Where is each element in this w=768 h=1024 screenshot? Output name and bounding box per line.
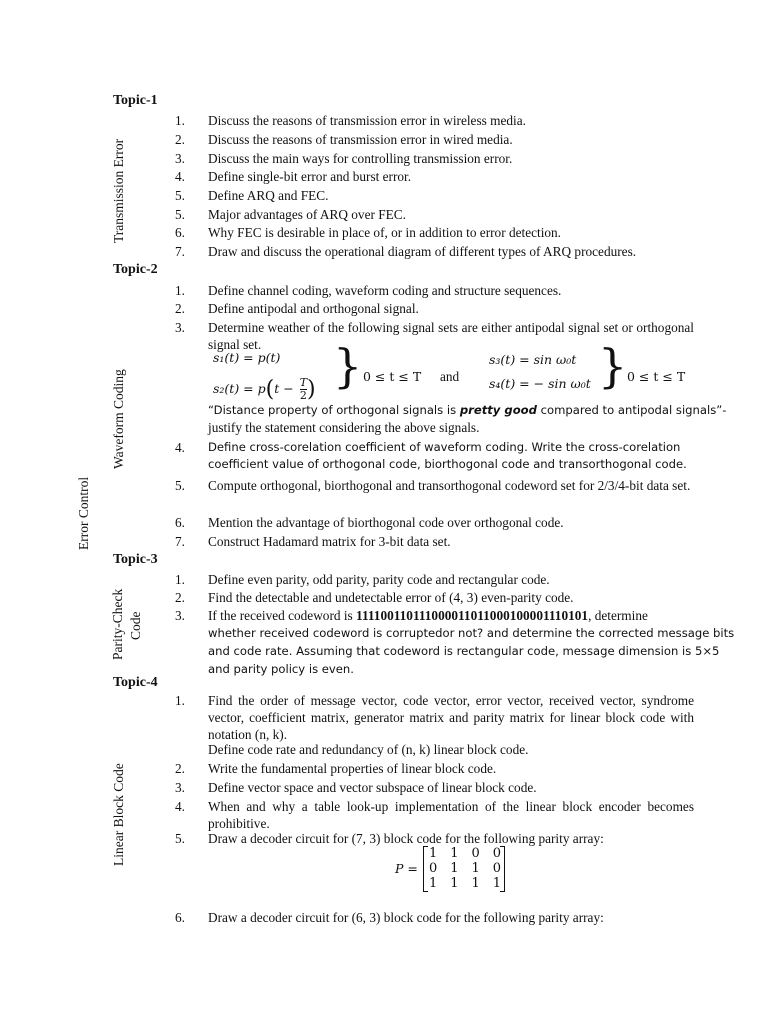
item-text: Discuss the reasons of transmission error in wired media.: [208, 132, 513, 147]
topic-1-heading: Topic-1: [113, 93, 158, 108]
item-line-3: and code rate. Assuming that codeword is rectangular code, message dimension is 5×5: [208, 644, 720, 658]
main-label-error-control: Error Control: [76, 476, 91, 550]
item-text: Define single-bit error and burst error.: [208, 169, 412, 184]
matrix-cell: 1: [429, 846, 438, 861]
item-text: Major advantages of ARQ over FEC.: [208, 207, 406, 222]
item-number: 2.: [175, 301, 185, 316]
item-text: Determine weather of the following signal sets are either antipodal signal set or orthogonal signal set.: [208, 320, 694, 352]
item-number: 2.: [175, 761, 185, 776]
item-number: 7.: [175, 534, 185, 549]
received-codeword: 111100110111000011011000100001110101: [356, 608, 589, 623]
parity-matrix: [395, 846, 515, 894]
item-number: 5.: [175, 188, 185, 203]
matrix-row: [429, 846, 501, 861]
matrix-cell: 1: [450, 876, 459, 891]
matrix-cell: 0: [429, 861, 438, 876]
right-brace-1: }: [333, 339, 363, 393]
item-number: 1.: [175, 693, 185, 708]
item-text: Mention the advantage of biorthogonal code over orthogonal code.: [208, 515, 564, 530]
matrix-cell: 1: [492, 876, 501, 891]
matrix-cell: 1: [429, 876, 438, 891]
item-number: 1.: [175, 572, 185, 587]
matrix-row: [429, 861, 501, 876]
item-text: Discuss the main ways for controlling transmission error.: [208, 151, 513, 166]
matrix-cell: 0: [492, 846, 501, 861]
quote-emphasis: pretty good: [459, 403, 537, 417]
item-text: Define ARQ and FEC.: [208, 188, 329, 203]
matrix-cell: 1: [450, 861, 459, 876]
matrix-cell: 1: [450, 846, 459, 861]
item-text: Find the detectable and undetectable error of (4, 3) even-parity code.: [208, 590, 574, 605]
item-number: 3.: [175, 320, 185, 335]
item-number: 5.: [175, 831, 185, 846]
matrix-cell: 1: [471, 861, 480, 876]
fraction-denominator: 2: [299, 389, 307, 402]
range-2: 0 ≤ t ≤ T: [627, 369, 686, 384]
equation-s2: s₂(t) = p(t − $\frac{T}{2}$ ): [213, 376, 316, 402]
side-label-waveform-coding: Waveform Coding: [111, 369, 126, 469]
item-line-2: whether received codeword is corruptedor not? and determine the corrected message bits: [208, 626, 735, 640]
quote-line-1: [208, 403, 726, 417]
item-text: Define code rate and redundancy of (n, k) linear block code.: [208, 742, 529, 757]
item-number: 5.: [175, 207, 185, 222]
item-text: Draw a decoder circuit for (7, 3) block code for the following parity array:: [208, 831, 604, 846]
quote-pre: “Distance property of orthogonal signals is: [208, 403, 460, 417]
item-number: 4.: [175, 799, 185, 814]
quote-post: compared to antipodal signals”-: [536, 403, 727, 417]
item-pre: If the received codeword is: [208, 608, 357, 623]
item-number: 7.: [175, 244, 185, 259]
item-line-1: Define cross-corelation coefficient of waveform coding. Write the cross-corelation: [208, 440, 681, 454]
item-text: [208, 607, 735, 678]
item-text: Write the fundamental properties of linear block code.: [208, 761, 497, 776]
matrix-cell: 0: [471, 846, 480, 861]
side-label-linear-block-code: Linear Block Code: [111, 763, 126, 866]
item-number: 3.: [175, 780, 185, 795]
item-text: Why FEC is desirable in place of, or in addition to error detection.: [208, 225, 562, 240]
item-text: When and why a table look-up implementation of the linear block encoder becomes prohibitive.: [208, 799, 694, 831]
topic-3-heading: Topic-3: [113, 552, 158, 567]
item-number: 1.: [175, 283, 185, 298]
item-number: 2.: [175, 132, 185, 147]
matrix-row: [429, 876, 501, 891]
and-text: and: [440, 369, 460, 384]
item-number: 6.: [175, 225, 185, 240]
item-line-4: and parity policy is even.: [208, 662, 354, 676]
side-label-parity-check: Parity-Check: [110, 588, 125, 660]
equation-s3: s₃(t) = sin ω₀t: [489, 352, 577, 367]
item-text: Draw a decoder circuit for (6, 3) block code for the following parity array:: [208, 910, 604, 925]
item-number: 3.: [175, 608, 185, 623]
item-text: Define even parity, odd parity, parity code and rectangular code.: [208, 572, 550, 587]
fraction-numerator: T: [299, 376, 308, 389]
range-1: 0 ≤ t ≤ T: [363, 369, 422, 384]
equation-s1: s₁(t) = p(t): [213, 350, 281, 365]
item-number: 4.: [175, 440, 185, 455]
topic-2-heading: Topic-2: [113, 262, 158, 277]
item-number: 4.: [175, 169, 185, 184]
side-label-transmission-error: Transmission Error: [111, 138, 126, 243]
side-label-code: Code: [128, 611, 143, 640]
item-text: Find the order of message vector, code vector, error vector, received vector, syndrome vector, coefficient matrix, generator matrix and parity matrix for linear block code with notation (n, k).: [208, 693, 694, 742]
matrix-cell: 1: [471, 876, 480, 891]
item-post: , determine: [588, 608, 648, 623]
item-line-2: coefficient value of orthogonal code, biorthogonal code and transorthogonal code.: [208, 457, 687, 471]
matrix-label: P =: [395, 861, 418, 876]
item-text: Draw and discuss the operational diagram of different types of ARQ procedures.: [208, 244, 637, 259]
topic-4-heading: Topic-4: [113, 675, 158, 690]
item-text: Construct Hadamard matrix for 3-bit data set.: [208, 534, 451, 549]
item-number: 1.: [175, 113, 185, 128]
item-number: 2.: [175, 590, 185, 605]
equation-s4: s₄(t) = − sin ω₀t: [489, 376, 591, 391]
item-text: [208, 439, 694, 473]
item-number: 6.: [175, 515, 185, 530]
item-text: Define vector space and vector subspace of linear block code.: [208, 780, 537, 795]
item-text: Compute orthogonal, biorthogonal and transorthogonal codeword set for 2/3/4-bit data set.: [208, 478, 691, 493]
quote-line-2: justify the statement considering the above signals.: [208, 420, 480, 435]
matrix-cell: 0: [492, 861, 501, 876]
item-number: 5.: [175, 478, 185, 493]
item-number: 3.: [175, 151, 185, 166]
item-text: Discuss the reasons of transmission error in wireless media.: [208, 113, 526, 128]
equation-s2-t: t −: [274, 381, 294, 396]
item-text: Define antipodal and orthogonal signal.: [208, 301, 419, 316]
item-number: 6.: [175, 910, 185, 925]
right-brace-2: }: [598, 339, 628, 393]
item-text: Define channel coding, waveform coding and structure sequences.: [208, 283, 562, 298]
matrix-body: [423, 846, 505, 892]
equation-s2-left: s₂(t) = p: [213, 381, 266, 396]
